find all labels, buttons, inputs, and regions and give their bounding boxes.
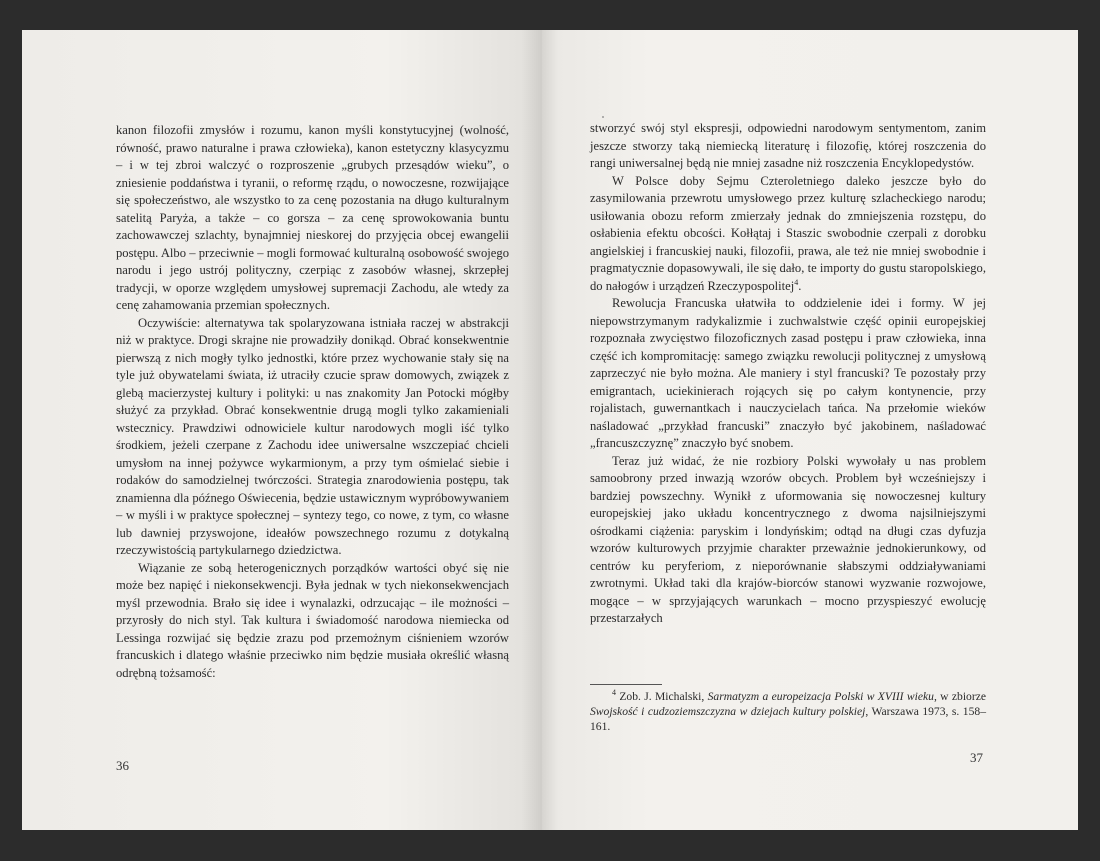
footnote-divider: [590, 684, 662, 685]
paragraph: stworzyć swój styl ekspresji, odpowiedni narodowym sentymentom, zanim jeszcze stworzy taką niemiecką literaturę i filozofię, której roszczenia do rangi uniwersalnej będą nie mniej zasadne niż roszczenia Encyklopedystów.: [590, 121, 986, 170]
paragraph: Wiązanie ze sobą heterogenicznych porządków wartości obyć się nie może bez napięć i niekonsekwencji. Była jednak w tych niekonsekwencjach myśl przewodnia. Brało się idee i wynalazki, odrzucając – ile możności – przyrosły do nich styl. Tak kultura i świadomość narodowa niemiecka od Lessinga rozwijać się będzie zrazu pod przemożnym ciśnieniem wzorów francuskich i dlatego właśnie przeciwko nim będzie musiała określić własną odrębną tożsamość:: [116, 560, 509, 680]
left-page: [22, 30, 542, 830]
paragraph: Rewolucja Francuska ułatwiła to oddzielenie idei i formy. W jej niepowstrzymanym radykalizmie i zuchwalstwie część opinii europejskiej rozpoznała zwycięstwo filozoficznych zasad postępu i praw człowieka, inna część ich kompromitację: samego związku rewolucji politycznej z umysłową zaprzeczyć nie było można. Ale maniery i styl francuski? Te pozostały przy emigrantach, uciekinierach rojących się po całym kontynencie, przy rojalistach, guwernantkach i nauczycielach tańca. Na przełomie wieków naśladować „przykład francuski” znaczyło być jakobinem, naśladować „francuszczyznę” znaczyło być snobem.: [590, 296, 986, 450]
paragraph: kanon filozofii zmysłów i rozumu, kanon myśli konstytucyjnej (wolność, równość, prawo naturalne i prawa człowieka), kanon estetyczny klasycyzmu – i w tej zbroi walczyć o rozproszenie „grubych przesądów wieku”, o zniesienie poddaństwa i tyranii, o reformę rządu, o nowoczesne, rozwijające się społeczeństwo, ale wszystko to za cenę pozostania na długo kulturalnym satelitą Paryża, a także – co gorsza – za cenę sprowokowania buntu zachowawczej szlachty, bynajmniej nieskorej do przyjęcia obcej ewangelii postępu. Albo – przeciwnie – mogli formować kulturalną osobowość swojego narodu i jego ustrój polityczny, czerpiąc z zasobów własnej, skrzepłej tradycji, w oporze względem umysłowej supremacji Zachodu, ale wtedy za cenę zahamowania przemian społecznych.: [116, 123, 509, 312]
page-number: 36: [116, 758, 129, 773]
right-page: [542, 30, 1078, 830]
footnote-tail: , Warszawa 1973, s. 158–161.: [590, 705, 986, 733]
right-page-text: [590, 120, 986, 628]
footnote-number: 4: [612, 688, 616, 698]
footnote-mid: , w zbiorze: [933, 690, 986, 703]
footnote-collection-title: Swojskość i cudzoziemszczyzna w dziejach kultury polskiej: [590, 705, 866, 718]
scan-speck: [602, 116, 604, 118]
footnote-ref[interactable]: 4: [794, 277, 799, 287]
footnote: [590, 689, 986, 734]
page-number: 37: [970, 750, 983, 765]
footnote-lead: Zob. J. Michalski,: [619, 690, 705, 703]
footnote-title: Sarmatyzm a europeizacja Polski w XVIII wieku: [707, 690, 934, 703]
paragraph: Teraz już widać, że nie rozbiory Polski wywołały u nas problem samoobrony przed inwazją wzorów obcych. Problem był wcześniejszy i bardziej powszechny. Wynikł z uformowania się nowoczesnej kultury europejskiej jako układu koncentrycznego z dwoma najsilniejszymi ośrodkami ciążenia: paryskim i londyńskim; odtąd na długi czas dyfuzja wzorów kulturowych przyjmie charakter przeważnie jednokierunkowy, od centrów ku peryferiom, z nieporównanie słabszymi oddziaływaniami zwrotnymi. Układ taki dla krajów-biorców stanowi wyzwanie rozwojowe, mogące – w sprzyjających warunkach – mocno przyspieszyć ewolucję przestarzałych: [590, 453, 986, 625]
paragraph: W Polsce doby Sejmu Czteroletniego daleko jeszcze było do zasymilowania przewrotu umysłowego przez kulturę szlacheckiego narodu; usiłowania obozu reform zmierzały jednak do zmniejszenia rozstępu, do osłabienia efektu obcości. Kołłątaj i Staszic swobodnie czerpali z dorobku angielskiej i francuskiej nauki, filozofii, prawa, ale też nie mniej swobodnie i pragmatycznie dopasowywali, ile się dało, te importy do gustu staropolskiego, do nałogów i urządzeń Rzeczypospolitej$^4$.: [590, 173, 986, 293]
paragraph-text: W Polsce doby Sejmu Czteroletniego daleko jeszcze było do zasymilowania przewrotu umysłowego przez kulturę szlacheckiego narodu; usiłowania obozu reform zmierzały jednak do zmniejszenia rozstępu, do osłabienia efektu obcości. Kołłątaj i Staszic swobodnie czerpali z dorobku angielskiej i francuskiej nauki, filozofii, prawa, ale też nie mniej swobodnie i pragmatycznie dopasowywali, ile się dało, te importy do gustu staropolskiego, do nałogów i urządzeń Rzeczypospolitej: [590, 173, 986, 293]
paragraph: Oczywiście: alternatywa tak spolaryzowana istniała raczej w abstrakcji niż w praktyce. Drogi skrajne nie prowadziły donikąd. Obrać konsekwentnie pierwszą z nich mogły tylko jednostki, które przez wychowanie stały się na tyle już obywatelami świata, iż utraciły czucie spraw domowych, związek z glebą macierzystej kultury i polityki: u nas znakomity Jan Potocki mógłby służyć za przykład. Obrać konsekwentnie drugą mogli tylko zakamieniali wstecznicy. Prawdziwi odnowiciele kultur narodowych mogli iść tylko środkiem, jeżeli czerpane z Zachodu idee uniwersalne wszczepiać chcieli umysłom na innej pożywce wykarmionym, a przy tym ośmielać siebie i rodaków do samodzielnej twórczości. Strategia znarodowienia postępu, tak znamienna dla późnego Oświecenia, będzie ustawicznym wypróbowywaniem – w myśli i w praktyce społecznej – syntezy tego, co nowe, z tym, co własne lub dawniej przyswojone, ideałów powszechnego rozumu z dotykalną rzeczywistością partykularnego dziedzictwa.: [116, 315, 509, 557]
left-page-text: [116, 122, 509, 682]
